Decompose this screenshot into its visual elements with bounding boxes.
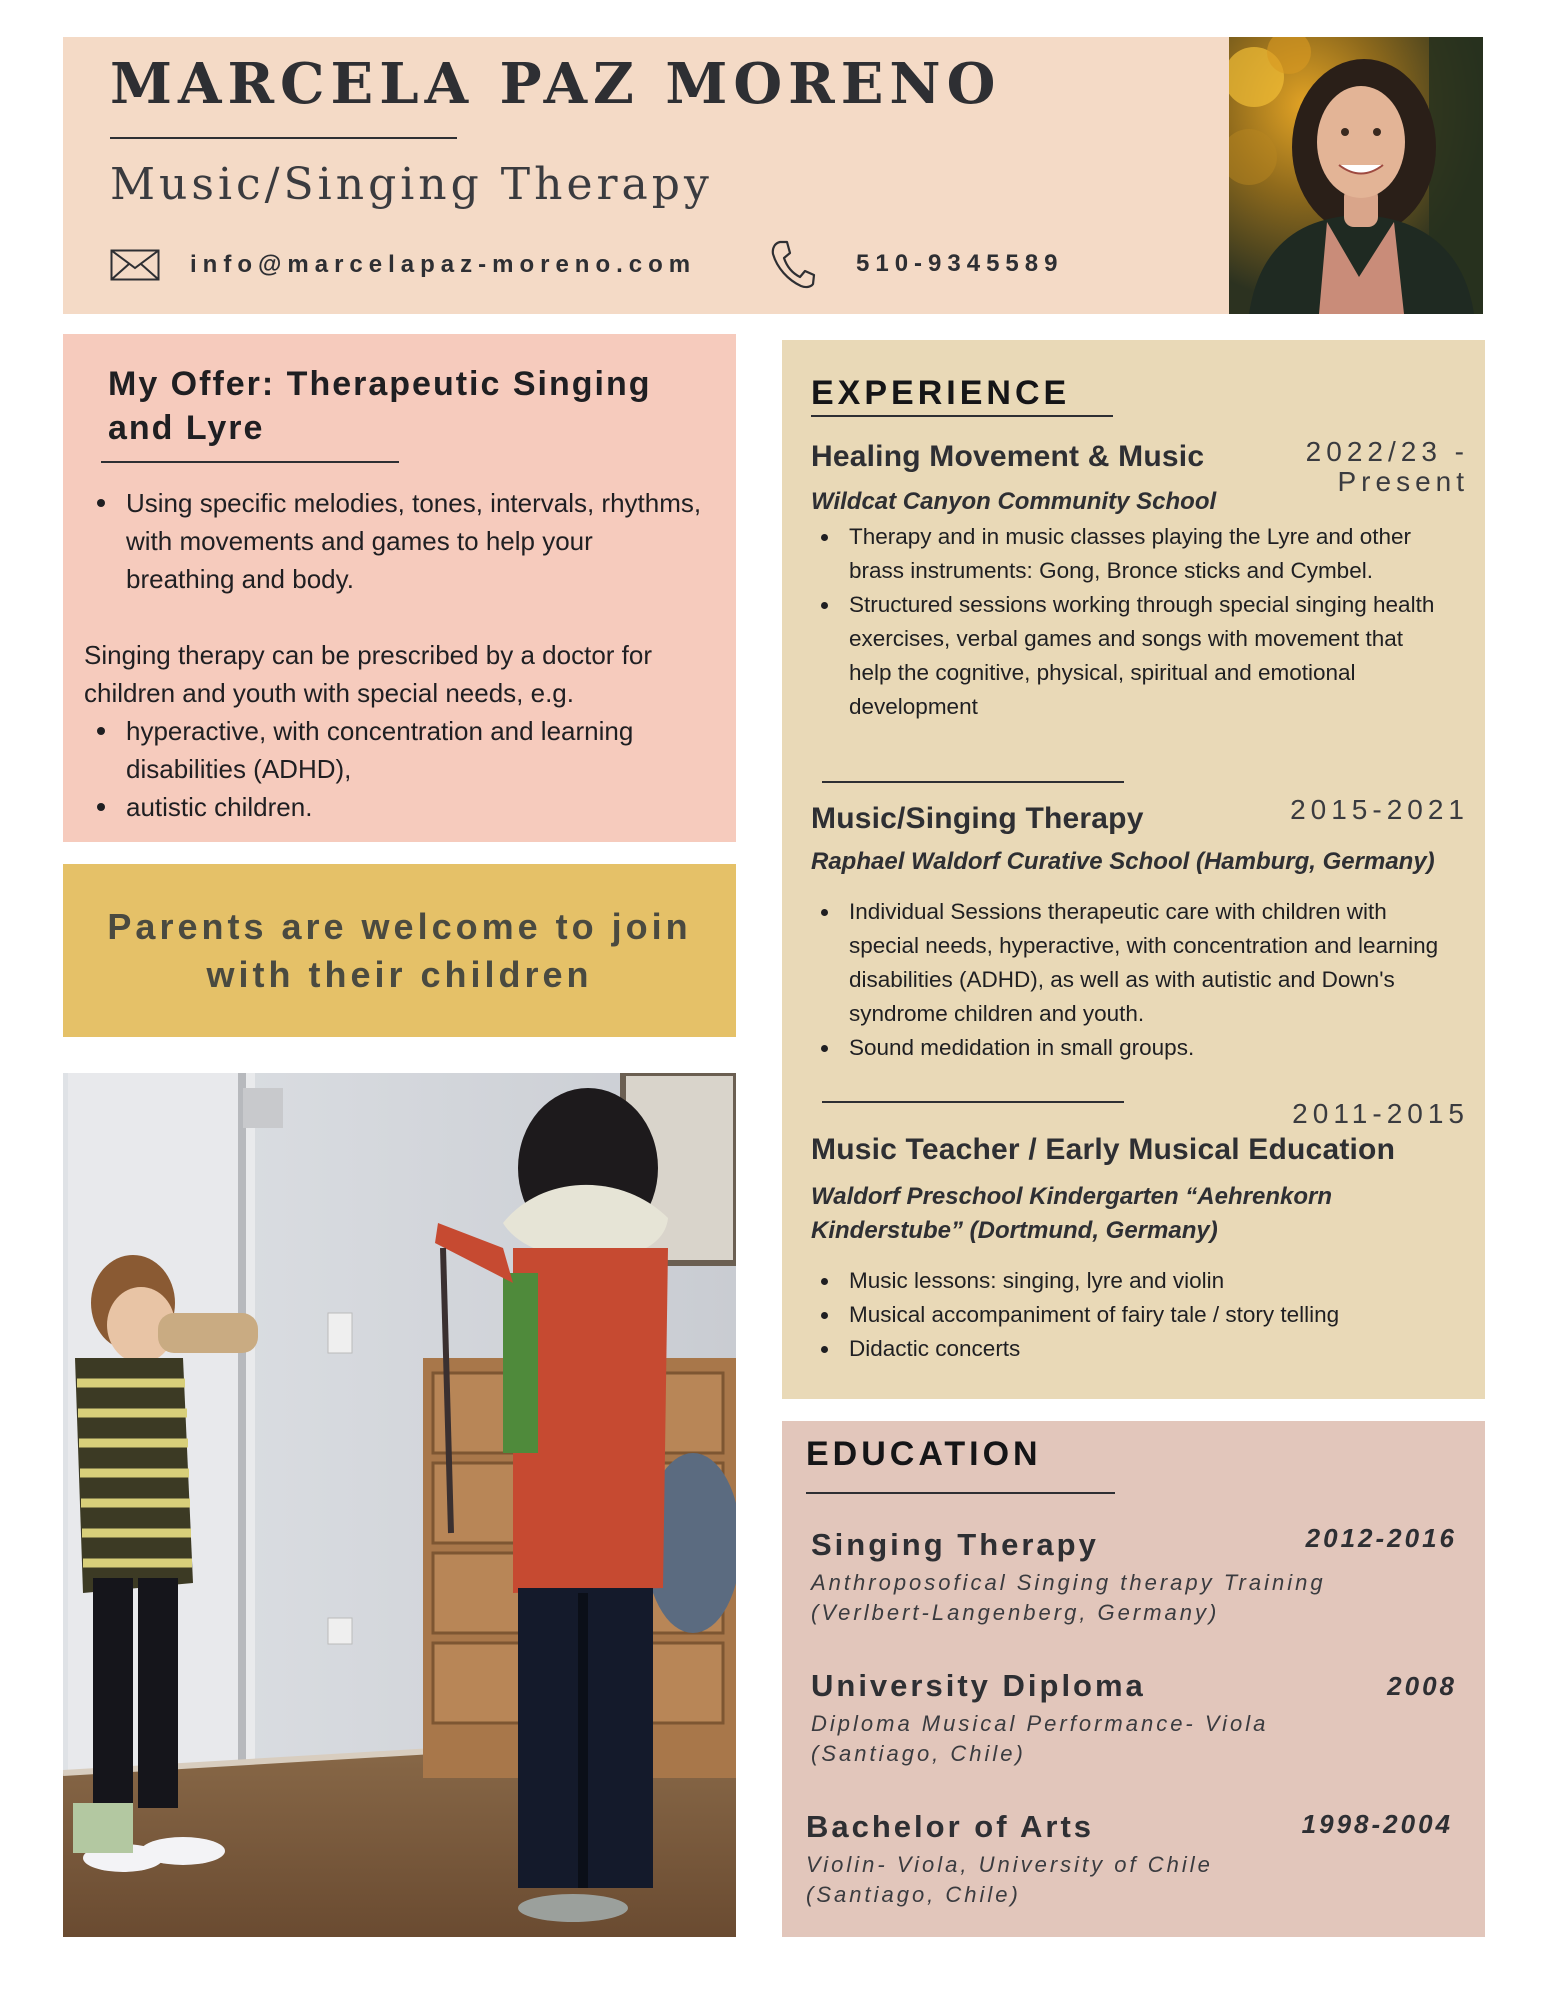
offer-bullet-list (84, 484, 704, 598)
education-degree: University Diploma (811, 1668, 1146, 1703)
job-title: Healing Movement & Music (811, 440, 1205, 473)
offer-divider (101, 461, 399, 463)
list-item: Therapy and in music classes playing the Lyre and other brass instruments: Gong, Bronce sticks and Cymbel. (811, 520, 1451, 588)
education-date: 2008 (1387, 1671, 1457, 1701)
experience-section (782, 340, 1485, 1399)
person-name: MARCELA PAZ MORENO (110, 51, 1002, 117)
list-item: Individual Sessions therapeutic care with children with special needs, hyperactive, with concentration and learning disabilities (ADHD), as well as with autistic and Down's syndrome children and youth. (811, 895, 1451, 1031)
list-item: Musical accompaniment of fairy tale / story telling (811, 1298, 1451, 1332)
portrait-photo (1229, 37, 1483, 314)
list-item: Music lessons: singing, lyre and violin (811, 1264, 1451, 1298)
job-title: Music/Singing Therapy (811, 802, 1144, 835)
education-desc-line: (Santiago, Chile) (811, 1741, 1026, 1766)
email-contact[interactable] (110, 249, 696, 281)
offer-intro: Singing therapy can be prescribed by a doctor for children and youth with special needs, e.g. (84, 640, 653, 708)
education-degree: Bachelor of Arts (806, 1809, 1095, 1844)
phone-icon (770, 239, 816, 289)
education-degree: Singing Therapy (811, 1527, 1099, 1562)
job-subtitle: Music/Singing Therapy (110, 159, 713, 210)
list-item: autistic children. (84, 788, 704, 826)
job-org: Wildcat Canyon Community School (811, 488, 1217, 515)
education-divider (806, 1492, 1115, 1494)
list-item: hyperactive, with concentration and learning disabilities (ADHD), (84, 712, 704, 788)
job-date: 2011-2015 (1292, 1098, 1469, 1129)
job-divider (822, 781, 1124, 783)
phone-contact[interactable] (770, 239, 1063, 289)
list-item: Structured sessions working through special singing health exercises, verbal games and songs with movement that help the cognitive, physical, spiritual and emotional development (811, 588, 1451, 724)
list-item: Sound medidation in small groups. (811, 1031, 1451, 1065)
parents-note (63, 864, 736, 1037)
education-desc-line: Diploma Musical Performance- Viola (811, 1711, 1269, 1736)
education-desc-line: Violin- Viola, University of Chile (806, 1852, 1213, 1877)
conditions-list (84, 712, 704, 826)
list-item: Didactic concerts (811, 1332, 1451, 1366)
offer-section (63, 334, 736, 842)
job-date-line: 2022/23 - (1305, 436, 1469, 467)
list-item: Using specific melodies, tones, intervals, rhythms, with movements and games to help your breathing and body. (84, 484, 704, 598)
job-org: Raphael Waldorf Curative School (Hamburg, Germany) (811, 848, 1435, 875)
education-section (782, 1421, 1485, 1937)
education-desc-line: (Verlbert-Langenberg, Germany) (811, 1600, 1220, 1625)
education-date: 2012-2016 (1305, 1523, 1457, 1553)
job-bullet-list (811, 1264, 1451, 1366)
job-divider (822, 1101, 1124, 1103)
job-bullet-list (811, 520, 1451, 724)
education-date: 1998-2004 (1301, 1809, 1453, 1839)
phone-text[interactable]: 510-9345589 (856, 250, 1064, 277)
parents-note-line: with their children (206, 953, 593, 995)
envelope-icon (110, 249, 160, 281)
education-desc (811, 1709, 1268, 1769)
education-desc-line: Anthroposofical Singing therapy Training (811, 1570, 1326, 1595)
therapy-session-photo (63, 1073, 736, 1937)
education-desc-line: (Santiago, Chile) (806, 1882, 1021, 1907)
email-text[interactable]: info@marcelapaz-moreno.com (190, 251, 697, 278)
job-org: Waldorf Preschool Kindergarten “Aehrenkorn Kinderstube” (Dortmund, Germany) (811, 1183, 1332, 1244)
education-title: EDUCATION (806, 1435, 1042, 1473)
experience-divider (811, 415, 1113, 417)
job-date: 2015-2021 (1290, 794, 1469, 825)
offer-title: My Offer: Therapeutic Singing and Lyre (108, 365, 652, 447)
job-bullet-list (811, 895, 1451, 1065)
name-divider (110, 137, 457, 139)
parents-note-line: Parents are welcome to join (107, 905, 692, 947)
experience-title: EXPERIENCE (811, 374, 1071, 412)
job-date-line: Present (1337, 466, 1469, 497)
education-desc (811, 1568, 1326, 1628)
education-desc (806, 1850, 1213, 1910)
header-banner (63, 37, 1483, 314)
job-title: Music Teacher / Early Musical Education (811, 1133, 1396, 1166)
